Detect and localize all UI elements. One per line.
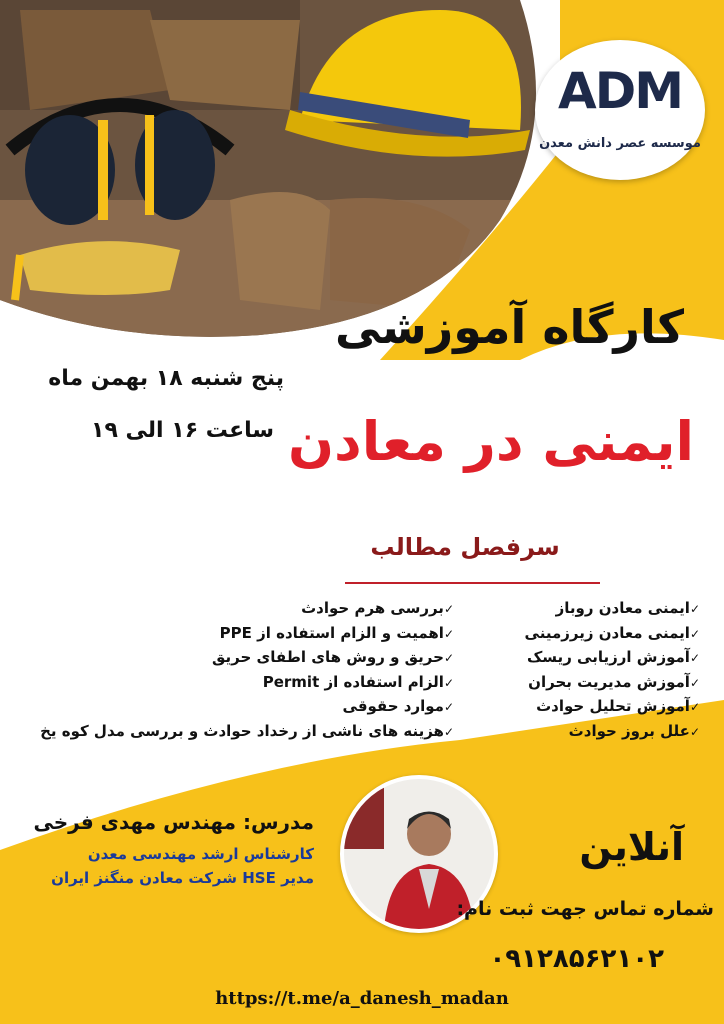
contact-phone[interactable]: ۰۹۱۲۸۵۶۲۱۰۲ [489,944,664,974]
list-item: ✓ ایمنی معادن زیرزمینی [525,622,700,647]
workshop-title: کارگاه آموزشی [334,300,684,354]
instructor-name: مدرس: مهندس مهدی فرخی [33,810,314,834]
list-item: ✓ علل بروز حوادث [525,720,700,745]
list-item: ✓ هزینه های ناشی از رخداد حوادث و بررسی مدل کوه یخ [40,720,454,745]
instructor-position: مدیر HSE شرکت معادن منگنز ایران [51,869,314,887]
instructor-description [51,842,314,890]
list-item: ✓ حریق و روش های اطفای حریق [40,646,454,671]
adm-logo [535,40,705,180]
syllabus-heading: سرفصل مطالب [370,533,560,561]
contact-label: شماره تماس جهت ثبت نام: [456,898,714,920]
list-item: ✓ ایمنی معادن روباز [525,597,700,622]
list-item: ✓ الزام استفاده از Permit [40,671,454,696]
telegram-link[interactable]: https://t.me/a_danesh_madan [215,988,509,1009]
logo-mark: ADM [558,62,682,120]
list-item: ✓ آموزش تحلیل حوادث [525,695,700,720]
list-item: ✓ آموزش ارزیابی ریسک [525,646,700,671]
event-time: ساعت ۱۶ الی ۱۹ [91,418,274,443]
event-date: پنج شنبه ۱۸ بهمن ماه [48,366,284,391]
list-item: ✓ اهمیت و الزام استفاده از PPE [40,622,454,647]
syllabus-list-right [525,597,700,744]
logo-text: موسسه عصر دانش معدن [539,136,701,151]
syllabus-list-left [40,597,454,744]
list-item: ✓ بررسی هرم حوادث [40,597,454,622]
list-item: ✓ آموزش مدیریت بحران [525,671,700,696]
online-label: آنلاین [579,825,684,869]
instructor-degree: کارشناس ارشد مهندسی معدن [87,845,314,863]
workshop-subject: ایمنی در معادن [287,410,694,473]
list-item: ✓ موارد حقوقی [40,695,454,720]
syllabus-divider [345,582,600,584]
